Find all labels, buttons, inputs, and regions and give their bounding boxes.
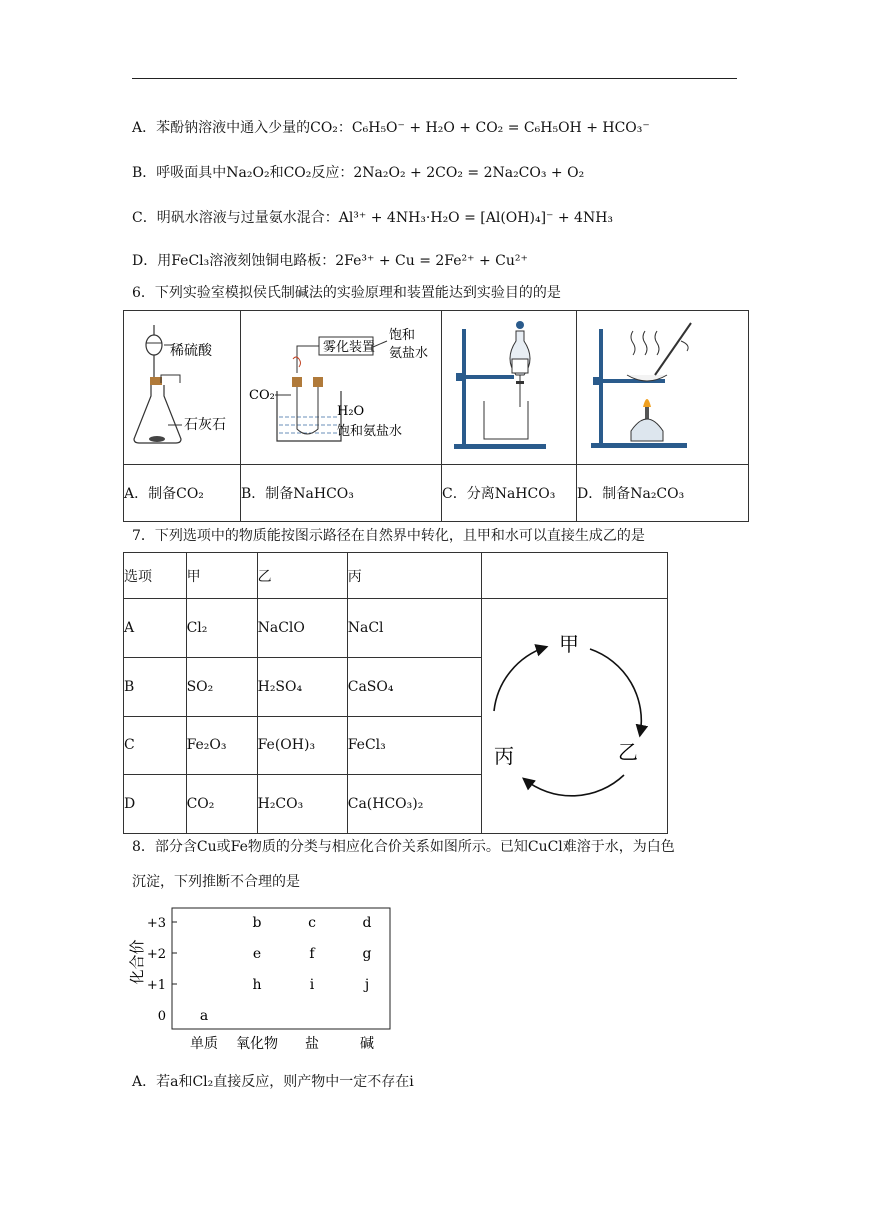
row-d-option: D	[124, 775, 187, 834]
limestone-label: 石灰石	[184, 417, 226, 433]
ammonia-brine-bath-label: 饱和氨盐水	[337, 424, 403, 439]
cycle-yi: 乙	[618, 740, 639, 764]
row-a-option: A	[124, 599, 187, 658]
x-tick-label: 单质	[190, 1036, 218, 1052]
row-c-jia: Fe₂O₃	[186, 716, 257, 775]
co2-inlet-label: CO₂	[249, 388, 275, 403]
point-d: d	[362, 915, 372, 931]
header-option: 选项	[124, 553, 187, 599]
separatory-funnel-apparatus	[442, 311, 576, 460]
water-label: H₂O	[337, 404, 365, 419]
y-tick-label: 0	[157, 1009, 166, 1024]
row-d-bing: Ca(HCO₃)₂	[347, 775, 482, 834]
saturated-label: 饱和	[389, 328, 416, 343]
apparatus-c-cell	[442, 311, 577, 465]
row-d-yi: H₂CO₃	[257, 775, 347, 834]
header-jia: 甲	[186, 553, 257, 599]
row-c-yi: Fe(OH)₃	[257, 716, 347, 775]
nahco3-preparation-apparatus	[241, 311, 441, 460]
header-yi: 乙	[257, 553, 347, 599]
valence-chart	[120, 898, 410, 1058]
x-tick-label: 碱	[360, 1036, 374, 1052]
row-a-bing: NaCl	[347, 599, 482, 658]
y-tick-label: +2	[146, 947, 166, 962]
row-c-bing: FeCl₃	[347, 716, 482, 775]
row-b-bing: CaSO₄	[347, 657, 482, 716]
q5-option-d: D．用FeCl₃溶液刻蚀铜电路板：2Fe³⁺ + Cu = 2Fe²⁺ + Cu²⁺	[132, 253, 528, 269]
x-tick-label: 氧化物	[236, 1036, 278, 1052]
q5-option-b: B．呼吸面具中Na₂O₂和CO₂反应：2Na₂O₂ + 2CO₂ = 2Na₂CO₃ + O₂	[132, 165, 585, 181]
q8-option-a: A．若a和Cl₂直接反应，则产物中一定不存在i	[132, 1074, 414, 1090]
q7-stem: 7．下列选项中的物质能按图示路径在自然界中转化，且甲和水可以直接生成乙的是	[132, 528, 645, 544]
q8-stem-line2: 沉淀，下列推断不合理的是	[132, 874, 300, 890]
row-a-yi: NaClO	[257, 599, 347, 658]
apparatus-b-cell	[241, 311, 442, 465]
point-g: g	[362, 946, 372, 962]
conversion-cycle-diagram	[482, 599, 656, 829]
header-bing: 丙	[347, 553, 482, 599]
header-blank	[482, 553, 668, 599]
q8-stem-line1: 8．部分含Cu或Fe物质的分类与相应化合价关系如图所示。已知CuCl难溶于水，为白色	[132, 839, 675, 855]
row-d-jia: CO₂	[186, 775, 257, 834]
y-tick-label: +1	[146, 978, 166, 993]
q7-table	[123, 552, 668, 834]
caption-a: A．制备CO₂	[124, 465, 241, 522]
y-axis-label: 化合价	[128, 939, 146, 985]
row-b-yi: H₂SO₄	[257, 657, 347, 716]
point-h: h	[252, 977, 262, 993]
point-c: c	[308, 915, 316, 931]
point-i: i	[309, 977, 315, 993]
cycle-jia: 甲	[559, 632, 580, 656]
x-tick-label: 盐	[305, 1036, 319, 1052]
y-tick-label: +3	[146, 916, 166, 931]
dilute-acid-label: 稀硫酸	[170, 343, 212, 359]
caption-d: D．制备Na₂CO₃	[577, 465, 749, 522]
cycle-bing: 丙	[494, 744, 515, 768]
row-a-jia: Cl₂	[186, 599, 257, 658]
caption-b: B．制备NaHCO₃	[241, 465, 442, 522]
point-e: e	[252, 946, 262, 962]
point-j: j	[364, 977, 370, 993]
q6-apparatus-table	[123, 310, 749, 522]
row-b-option: B	[124, 657, 187, 716]
evaporating-dish-apparatus	[577, 311, 748, 460]
cycle-diagram-cell	[482, 599, 668, 834]
apparatus-a-cell	[124, 311, 241, 465]
row-b-jia: SO₂	[186, 657, 257, 716]
q6-stem: 6．下列实验室模拟侯氏制碱法的实验原理和装置能达到实验目的的是	[132, 285, 561, 301]
mist-device-label: 雾化装置	[323, 340, 376, 355]
caption-c: C．分离NaHCO₃	[442, 465, 577, 522]
header-rule	[132, 78, 737, 79]
ammonia-brine-label: 氨盐水	[389, 346, 429, 361]
q5-option-c: C．明矾水溶液与过量氨水混合：Al³⁺ + 4NH₃·H₂O = [Al(OH)₄]⁻ + 4NH₃	[132, 210, 614, 226]
apparatus-d-cell	[577, 311, 749, 465]
row-c-option: C	[124, 716, 187, 775]
point-b: b	[252, 915, 262, 931]
q5-option-a: A．苯酚钠溶液中通入少量的CO₂：C₆H₅O⁻ + H₂O + CO₂ = C₆H₅OH + HCO₃⁻	[132, 120, 650, 136]
point-a: a	[199, 1008, 209, 1024]
co2-generator-flask	[124, 311, 240, 460]
point-f: f	[309, 946, 315, 962]
